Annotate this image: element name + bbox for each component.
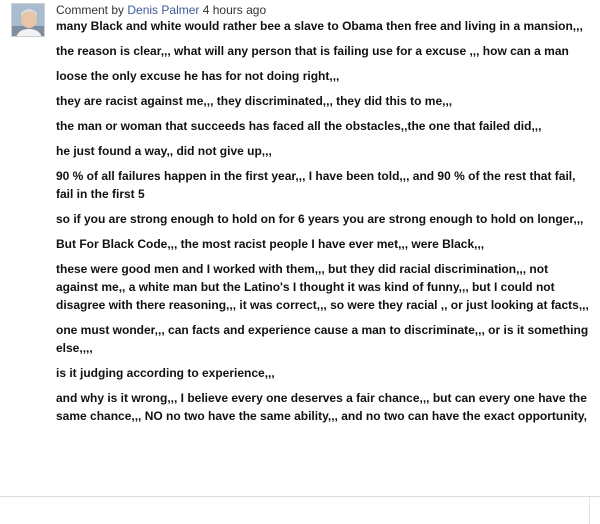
scrollbar-edge[interactable] xyxy=(589,497,590,524)
comment-paragraph: they are racist against me,,, they discriminated,,, they did this to me,,, xyxy=(56,94,453,108)
comment-time: 4 hours ago xyxy=(202,3,267,17)
comment-paragraph: the man or woman that succeeds has faced all the obstacles,,the one that failed did,,, xyxy=(56,119,542,133)
comment-paragraph: one must wonder,,, can facts and experience cause a man to discriminate,,, or is it something else,,,, xyxy=(56,323,589,355)
comment-paragraph: and why is it wrong,,, I believe every one deserves a fair chance,,, but can every one have the same chance,,, NO no two have the same ability,,, and no two can have the exact opportunity, xyxy=(56,391,588,423)
comment-paragraph: many Black and white would rather bee a slave to Obama then free and living in a mansion,,, xyxy=(56,19,583,33)
footer-bar xyxy=(0,497,600,524)
comment-prefix: Comment by xyxy=(56,3,125,17)
comment-body xyxy=(56,17,591,432)
comment-paragraph: these were good men and I worked with them,,, but they did racial discrimination,,, not against me,, a white man but the Latino's I thought it was kind of funny,,, but I could not disagree with there reasoning,,, it was correct,,, so were they racial ,, or just looking at facts,,, xyxy=(56,262,589,312)
comment-paragraph: the reason is clear,,, what will any person that is failing use for a excuse ,,, how can a man xyxy=(56,44,569,58)
avatar[interactable] xyxy=(11,3,45,37)
comment-meta xyxy=(56,3,266,17)
comment-paragraph: 90 % of all failures happen in the first year,,, I have been told,,, and 90 % of the rest that fail, fail in the first 5 xyxy=(56,169,576,201)
comment-paragraph: so if you are strong enough to hold on for 6 years you are strong enough to hold on longer,,, xyxy=(56,212,584,226)
user-photo-icon xyxy=(12,4,45,37)
author-link[interactable]: Denis Palmer xyxy=(127,3,200,17)
comment-paragraph: he just found a way,, did not give up,,, xyxy=(56,144,272,158)
comment-paragraph: But For Black Code,,, the most racist people I have ever met,,, were Black,,, xyxy=(56,237,485,251)
comment-paragraph: is it judging according to experience,,, xyxy=(56,366,275,380)
comment-paragraph: loose the only excuse he has for not doing right,,, xyxy=(56,69,340,83)
